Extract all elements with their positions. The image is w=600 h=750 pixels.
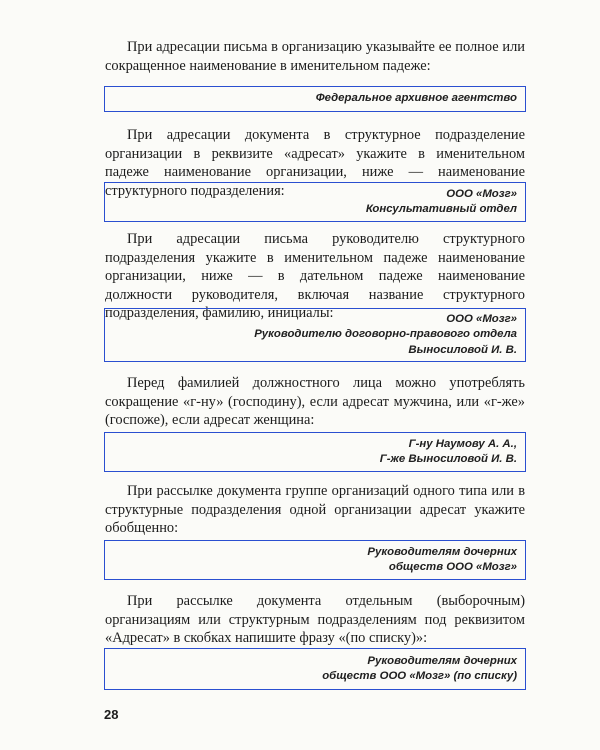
example-line: Федеральное архивное агентство bbox=[315, 92, 517, 105]
paragraph-title-abbreviation: Перед фамилией должностного лица можно употреблять сокращение «г-ну» (господину), если адресат мужчина, или «г-же» (госпоже), если адресат женщина: bbox=[105, 375, 525, 428]
example-line: ООО «Мозг» bbox=[446, 187, 517, 200]
example-line: обществ ООО «Мозг» (по списку) bbox=[322, 670, 517, 682]
paragraph-org-addressing: При адресации письма в организацию указывайте ее полное или сокращенное наименование в именительном падеже: bbox=[105, 39, 525, 74]
example-box-group bbox=[104, 540, 526, 580]
example-line: Руководителям дочерних bbox=[367, 654, 517, 667]
paragraph-department-addressing: При адресации документа в структурное подразделение организации в реквизите «адресат» укажите в именительном падеже наименование организации, ниже — наименование структурного подразделения: bbox=[105, 127, 525, 199]
paragraph-selective-mailing: При рассылке документа отдельным (выборочным) организациям или структурным подразделениям под реквизитом «Адресат» в скобках напишите фразу «(по списку)»: bbox=[105, 593, 525, 646]
example-line: ООО «Мозг» bbox=[446, 312, 517, 325]
example-line: Г-же Выносиловой И. В. bbox=[379, 453, 517, 465]
example-line: Выносиловой И. В. bbox=[408, 343, 517, 356]
paragraph-head-addressing: При адресации письма руководителю структурного подразделения укажите в именительном падеже наименование организации, ниже — в дательном падеже наименование должности руководителя, включая название структурного подразделения, фамилию, инициалы: bbox=[105, 231, 525, 321]
example-line: Консультативный отдел bbox=[365, 203, 517, 215]
example-box-list bbox=[104, 648, 526, 690]
example-line: обществ ООО «Мозг» bbox=[388, 561, 517, 573]
example-box-department bbox=[104, 182, 526, 222]
example-box-head bbox=[104, 308, 526, 362]
page-number: 28 bbox=[104, 707, 119, 722]
example-box-org-name bbox=[104, 86, 526, 112]
example-line: Руководителю договорно-правового отдела bbox=[254, 328, 517, 341]
paragraph-group-mailing: При рассылке документа группе организаций одного типа или в структурные подразделения одной организации адресат укажите обобщенно: bbox=[105, 483, 525, 536]
example-box-titles bbox=[104, 432, 526, 472]
example-line: Руководителям дочерних bbox=[367, 545, 517, 558]
example-line: Г-ну Наумову А. А., bbox=[408, 437, 517, 450]
